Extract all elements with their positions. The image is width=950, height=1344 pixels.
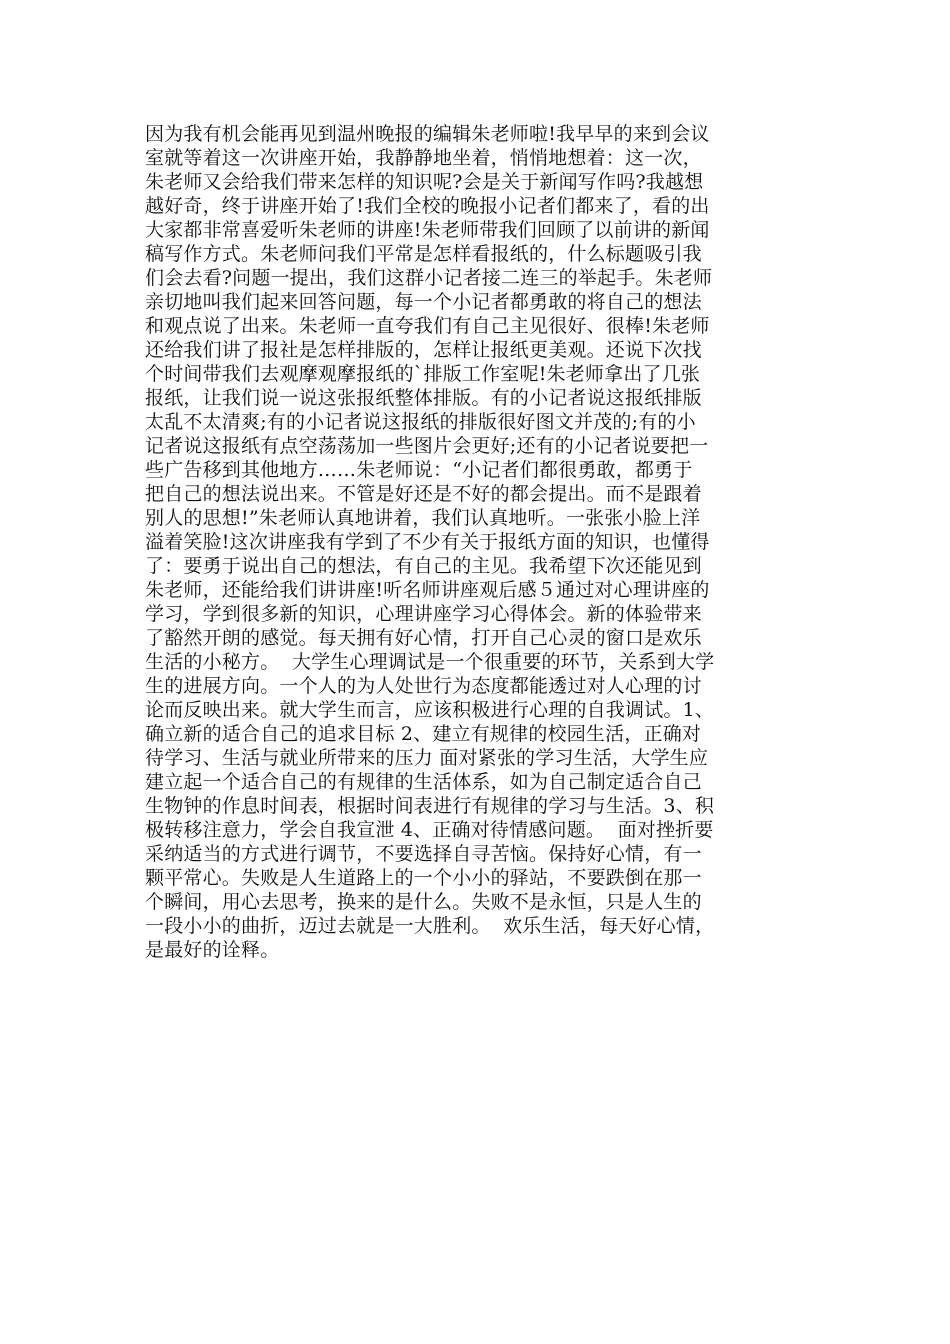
text-line: 朱老师又会给我们带来怎样的知识呢?会是关于新闻写作吗?我越想: [145, 171, 704, 193]
text-line: 了：要勇于说出自己的想法，有自己的主见。我希望下次还能见到: [145, 555, 702, 577]
text-line: 个时间带我们去观摩观摩报纸的`排版工作室呢!朱老师拿出了几张: [145, 363, 701, 385]
text-line: 生活的小秘方。 大学生心理调试是一个很重要的环节，关系到大学: [145, 651, 715, 673]
text-line: 生的进展方向。一个人的为人处世行为态度都能透过对人心理的讨: [145, 675, 702, 697]
text-line: 亲切地叫我们起来回答问题，每一个小记者都勇敢的将自己的想法: [145, 291, 702, 313]
text-line: 学习，学到很多新的知识，心理讲座学习心得体会。新的体验带来: [145, 603, 702, 625]
text-line: 朱老师，还能给我们讲讲座!听名师讲座观后感５通过对心理讲座的: [145, 579, 710, 601]
text-line: 了豁然开朗的感觉。每天拥有好心情，打开自己心灵的窗口是欢乐: [145, 627, 702, 649]
text-line: 个瞬间，用心去思考，换来的是什么。失败不是永恒，只是人生的: [145, 891, 702, 913]
text-line: 是最好的诠释。: [145, 939, 280, 961]
text-line: 因为我有机会能再见到温州晚报的编辑朱老师啦!我早早的来到会议: [145, 123, 710, 145]
text-line: 太乱不太清爽;有的小记者说这报纸的排版很好图文并茂的;有的小: [145, 411, 696, 433]
text-line: 确立新的适合自己的追求目标 2、建立有规律的校园生活，正确对: [145, 723, 702, 745]
text-line: 论而反映出来。就大学生而言，应该积极进行心理的自我调试。1、: [145, 699, 715, 721]
text-line: 们会去看?问题一提出，我们这群小记者接二连三的举起手。朱老师: [145, 267, 713, 289]
text-line: 越好奇，终于讲座开始了!我们全校的晚报小记者们都来了，看的出: [145, 195, 710, 217]
text-line: 溢着笑脸!这次讲座我有学到了不少有关于报纸方面的知识，也懂得: [145, 531, 710, 553]
text-line: 采纳适当的方式进行调节，不要选择自寻苦恼。保持好心情，有一: [145, 843, 702, 865]
text-line: 和观点说了出来。朱老师一直夸我们有自己主见很好、很棒!朱老师: [145, 315, 710, 337]
text-line: 一段小小的曲折，迈过去就是一大胜利。 欢乐生活，每天好心情，: [145, 915, 715, 937]
text-line: 些广告移到其他地方……朱老师说：“小记者们都很勇敢，都勇于: [145, 459, 693, 481]
text-line: 建立起一个适合自己的有规律的生活体系，如为自己制定适合自己: [145, 771, 702, 793]
text-line: 别人的思想!”朱老师认真地讲着，我们认真地听。一张张小脸上洋: [145, 507, 701, 529]
text-line: 大家都非常喜爱听朱老师的讲座!朱老师带我们回顾了以前讲的新闻: [145, 219, 710, 241]
text-line: 记者说这报纸有点空荡荡加一些图片会更好;还有的小记者说要把一: [145, 435, 709, 457]
text-line: 还给我们讲了报社是怎样排版的，怎样让报纸更美观。还说下次找: [145, 339, 702, 361]
text-line: 把自己的想法说出来。不管是好还是不好的都会提出。而不是跟着: [145, 483, 702, 505]
text-line: 极转移注意力，学会自我宣泄 4、正确对待情感问题。 面对挫折要: [145, 819, 714, 841]
text-line: 生物钟的作息时间表，根据时间表进行有规律的学习与生活。3、积: [145, 795, 715, 817]
text-line: 报纸，让我们说一说这张报纸整体排版。有的小记者说这报纸排版: [145, 387, 702, 409]
text-line: 稿写作方式。朱老师问我们平常是怎样看报纸的，什么标题吸引我: [145, 243, 702, 265]
text-line: 待学习、生活与就业所带来的压力 面对紧张的学习生活，大学生应: [145, 747, 709, 769]
text-line: 室就等着这一次讲座开始，我静静地坐着，悄悄地想着：这一次，: [145, 147, 702, 169]
text-line: 颗平常心。失败是人生道路上的一个小小的驿站，不要跌倒在那一: [145, 867, 702, 889]
body-text: [145, 122, 815, 962]
